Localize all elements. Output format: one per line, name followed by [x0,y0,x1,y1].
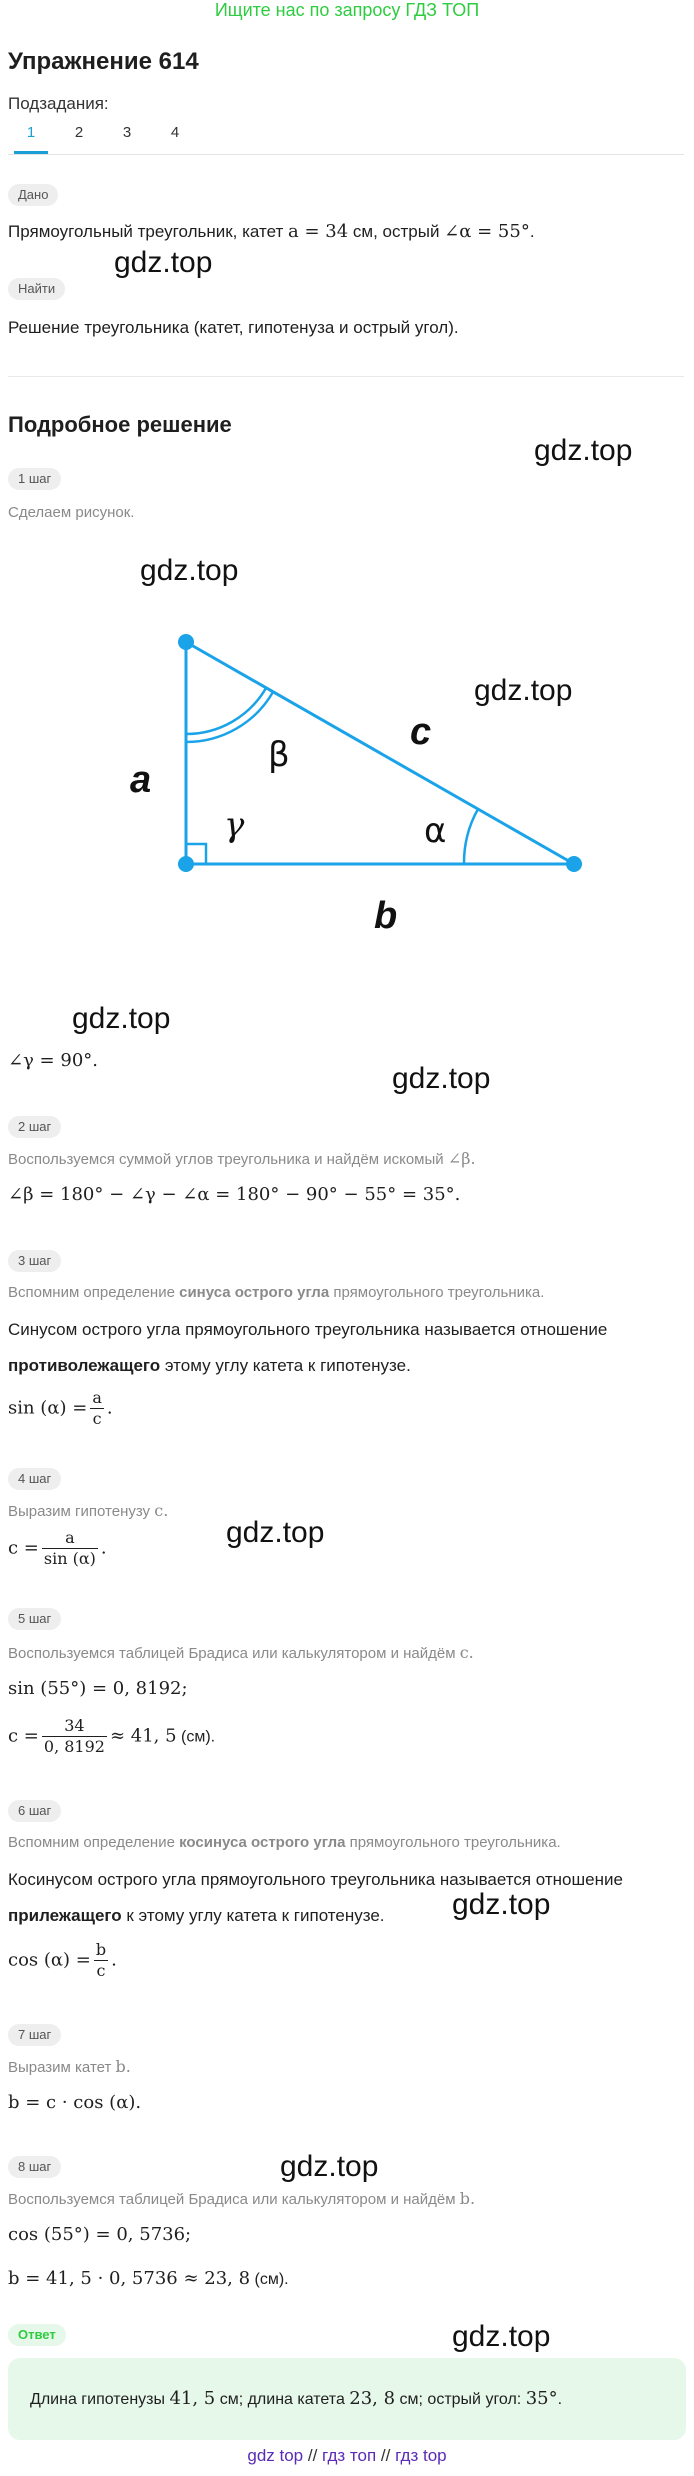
step-6-definition-bold: прилежащего [8,1906,122,1925]
answer-text-part: см; острый угол: [395,2391,526,2408]
search-banner: Ищите нас по запросу ГДЗ ТОП [214,0,480,20]
find-badge: Найти [8,278,65,300]
step-7-text-part: Выразим катет [8,2059,116,2076]
step-1-badge: 1 шаг [8,468,61,490]
watermark: gdz.top [114,246,213,279]
step-8-text-part: Воспользуемся таблицей Брадиса или калькулятором и найдём [8,2191,460,2208]
step-3-text-part: Вспомним определение [8,1284,180,1301]
formula-end: . [100,1537,107,1559]
answer-hypotenuse: 41, 5 [169,2388,216,2409]
subtasks-label: Подзадания: [8,94,109,113]
fraction [90,1388,104,1429]
beta-arc-outer [186,692,273,742]
watermark: gdz.top [280,2150,379,2183]
step-5-math-1: sin (55°) = 0, 8192; [8,1678,188,1699]
step-2-text-math: ∠β. [447,1149,476,1168]
step-2-text [8,1148,476,1171]
label-gamma: γ [224,805,245,845]
step-4-badge: 4 шаг [8,1468,61,1490]
watermark: gdz.top [392,1062,491,1095]
fraction [42,1716,107,1757]
formula-lhs: c = [8,1537,39,1559]
answer-badge: Ответ [8,2324,66,2346]
step-6-definition-line-2 [8,1904,385,1928]
fraction-numerator: a [92,1388,102,1407]
watermark: gdz.top [534,434,633,467]
vertex-right-angle [178,856,194,872]
answer-text-part: см; длина катета [215,2391,350,2408]
step-3-definition-line-1: Синусом острого угла прямоугольного треугольника называется отношение [8,1320,608,1339]
watermark: gdz.top [452,2320,551,2353]
alpha-arc [464,809,478,864]
step-6-text-part: Вспомним определение [8,1834,180,1851]
step-7-math: b = c · cos (α). [8,2092,142,2113]
footer-separator: // [307,2446,318,2465]
answer-text-part: . [557,2391,563,2408]
step-5-text-math: c. [459,1643,474,1662]
fraction [42,1528,98,1569]
formula-approx: ≈ 41, 5 [109,1725,177,1747]
label-b: b [374,895,398,937]
step-2-badge: 2 шаг [8,1116,61,1138]
formula-end: . [111,1949,117,1971]
step-1-text: Сделаем рисунок. [8,504,135,521]
step-5-formula [8,1716,215,1757]
step-6-badge: 6 шаг [8,1800,61,1822]
divider [8,376,684,377]
tab-4[interactable]: 4 [170,124,180,141]
active-tab-indicator [14,151,48,154]
step-6-definition-part: к этому углу катета к гипотенузе. [121,1906,385,1925]
step-7-text [8,2056,131,2079]
given-math-angle: ∠α = 55° [444,221,530,242]
step-3-formula [8,1388,113,1429]
step-8-text-math: b. [459,2189,476,2208]
fraction-denominator: 0, 8192 [43,1737,105,1756]
formula-lhs: cos (α) = [8,1949,91,1971]
step-5-text-part: Воспользуемся таблицей Брадиса или калькулятором и найдём [8,1645,460,1662]
tab-1[interactable]: 1 [26,124,36,141]
footer-links [0,2446,694,2466]
step-3-text-part: прямоугольного треугольника. [329,1284,545,1301]
step-8-math-1: cos (55°) = 0, 5736; [8,2224,192,2245]
step-5-text [8,1642,474,1665]
step-6-text-bold: косинуса острого угла [179,1834,346,1851]
step-3-text-bold: синуса острого угла [179,1284,330,1301]
formula-lhs: sin (α) = [8,1397,88,1419]
fraction-numerator: a [42,1528,98,1549]
fraction-denominator: c [96,1961,106,1980]
vertex-right [566,856,582,872]
solution-title: Подробное решение [8,412,232,437]
step-7-badge: 7 шаг [8,2024,61,2046]
step-2-text-part: Воспользуемся суммой углов треугольника и найдём искомый [8,1151,448,1168]
step-3-text [8,1282,544,1304]
watermark: gdz.top [226,1516,325,1549]
answer-text-part: Длина гипотенузы [30,2391,170,2408]
formula-lhs: c = [8,1725,39,1747]
step-5-badge: 5 шаг [8,1608,61,1630]
unit-label: (см). [176,1728,216,1746]
given-text [8,220,535,244]
page-title: Упражнение 614 [8,48,199,75]
watermark: gdz.top [474,674,573,707]
fraction-denominator: c [92,1409,102,1428]
label-c: c [410,711,432,753]
footer-link-gdz-top-ru[interactable]: гдз топ [322,2446,377,2465]
given-text-part: см, острый [348,222,445,241]
step-8-math-2 [8,2268,289,2289]
answer-angle: 35° [525,2388,558,2409]
step-3-definition-bold: противолежащего [8,1356,161,1375]
given-badge: Дано [8,184,58,206]
step-3-badge: 3 шаг [8,1250,61,1272]
step-7-text-math: b. [115,2057,131,2076]
step-8-text [8,2188,475,2211]
step-6-formula [8,1940,117,1981]
step-4-text [8,1500,168,1523]
tab-2[interactable]: 2 [74,124,84,141]
triangle-figure [120,620,600,940]
step-1-math: ∠γ = 90°. [8,1050,98,1071]
vertex-top [178,634,194,650]
step-6-text-part: прямоугольного треугольника. [345,1834,561,1851]
step-8-badge: 8 шаг [8,2156,61,2178]
beta-arc-inner [186,688,266,734]
footer-separator: // [380,2446,391,2465]
answer-text [30,2387,562,2412]
footer-link-gdz-top-mixed[interactable]: гдз top [395,2446,447,2465]
given-text-part: Прямоугольный треугольник, катет [8,222,288,241]
footer-link-gdz-top[interactable]: gdz top [247,2446,304,2465]
given-text-part: . [529,222,535,241]
watermark: gdz.top [140,554,239,587]
fraction-numerator: 34 [42,1716,107,1737]
step-3-definition-line-2 [8,1354,411,1378]
fraction-denominator: sin (α) [43,1549,96,1568]
label-a: a [130,759,152,801]
find-text: Решение треугольника (катет, гипотенуза и острый угол). [8,318,459,337]
label-beta: β [268,735,290,775]
unit-label: (см). [250,2271,289,2288]
label-alpha: α [424,811,447,851]
step-4-formula [8,1528,107,1569]
subtask-tabs [8,124,684,155]
step-4-text-part: Выразим гипотенузу [8,1503,155,1520]
step-2-math: ∠β = 180° − ∠γ − ∠α = 180° − 90° − 55° = 35°. [8,1184,461,1205]
step-6-definition-line-1: Косинусом острого угла прямоугольного треугольника называется отношение [8,1870,623,1889]
step-8-math-expr: b = 41, 5 · 0, 5736 ≈ 23, 8 [8,2268,251,2289]
watermark: gdz.top [72,1002,171,1035]
watermark: gdz.top [452,1888,551,1921]
step-4-text-math: c. [154,1501,169,1520]
formula-end: . [106,1397,113,1419]
step-6-text [8,1832,561,1854]
fraction [94,1940,108,1981]
fraction-numerator: b [95,1940,107,1959]
step-3-definition-part: этому углу катета к гипотенузе. [160,1356,411,1375]
tab-3[interactable]: 3 [122,124,132,141]
given-math-leg: a = 34 [288,221,349,242]
answer-leg: 23, 8 [349,2388,396,2409]
